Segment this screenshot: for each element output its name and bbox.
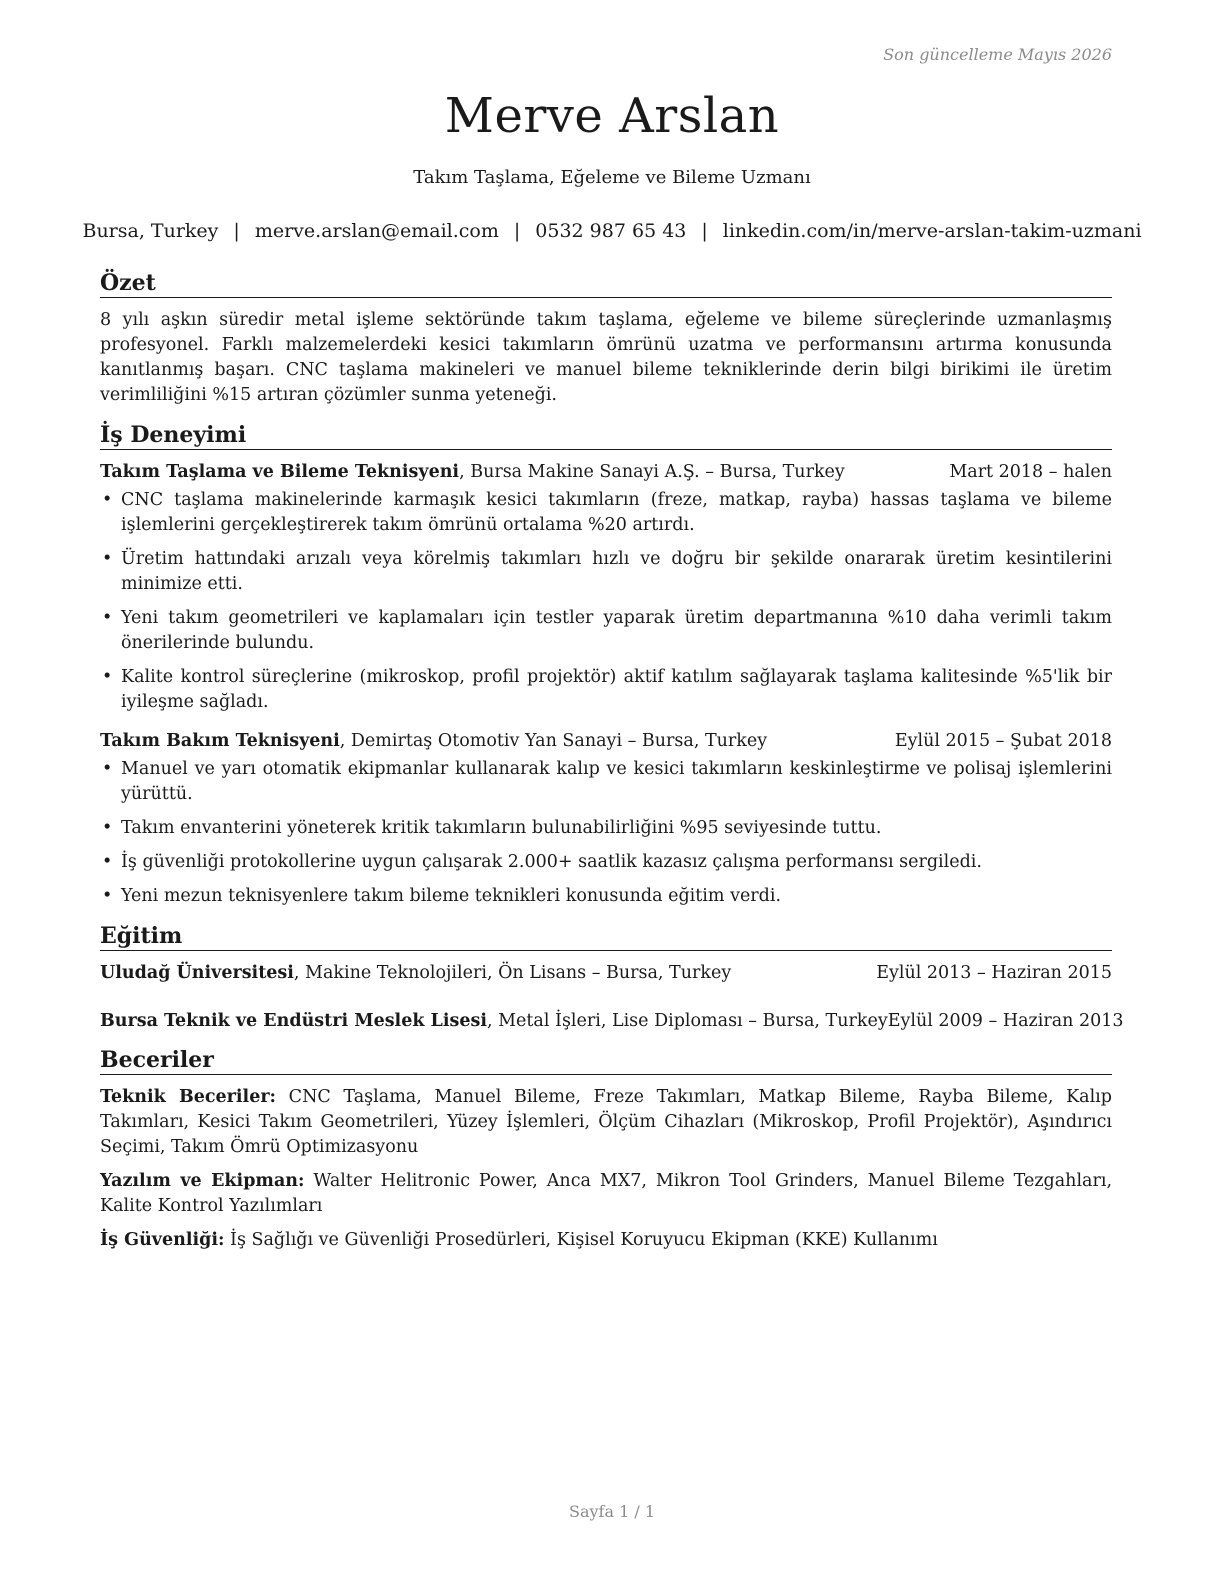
skill-text: Walter Helitronic Power, Anca MX7, Mikron Tool Grinders, Manuel Bileme Tezgahları, Kalite Kontrol Yazılımları xyxy=(100,1171,1113,1216)
job-role: Takım Bakım Teknisyeni xyxy=(100,731,340,751)
resume-content xyxy=(100,270,1124,1267)
education-detail: , Makine Teknolojileri, Ön Lisans – Bursa, Turkey xyxy=(293,963,732,983)
contact-separator: | xyxy=(701,220,708,242)
job-role: Takım Taşlama ve Bileme Teknisyeni xyxy=(100,462,460,482)
contact-email[interactable]: merve.arslan@email.com xyxy=(254,220,499,242)
education-item xyxy=(100,961,1112,985)
list-item: • Üretim hattındaki arızalı veya körelmiş takımları hızlı ve doğru bir şekilde onararak üretim kesintilerini minimize etti. xyxy=(100,547,1112,597)
job-company: , Demirtaş Otomotiv Yan Sanayi – Bursa, Turkey xyxy=(339,731,768,751)
summary-section xyxy=(100,270,1112,408)
job-dates: Mart 2018 – halen xyxy=(949,462,1112,482)
skill-group xyxy=(100,1228,1112,1253)
skills-section xyxy=(100,1047,1112,1253)
contact-separator: | xyxy=(233,220,240,242)
job-title-line xyxy=(100,729,767,753)
job-bullets xyxy=(100,757,1112,909)
list-item: • CNC taşlama makinelerinde karmaşık kesici takımların (freze, matkap, rayba) hassas taşlama ve bileme işlemlerini gerçekleştirerek takım ömrünü ortalama %20 artırdı. xyxy=(100,488,1112,538)
contact-separator: | xyxy=(513,220,521,242)
education-title-line xyxy=(100,961,731,985)
list-item: • Yeni takım geometrileri ve kaplamaları için testler yaparak üretim departmanına %10 daha verimli takım önerilerinde bulundu. xyxy=(100,606,1112,656)
education-detail: , Metal İşleri, Lise Diploması – Bursa, Turkey xyxy=(487,1011,888,1031)
education-section xyxy=(100,923,1124,1033)
contact-line xyxy=(0,220,1224,242)
list-item: • Kalite kontrol süreçlerine (mikroskop, profil projektör) aktif katılım sağlayarak taşlama kalitesinde %5'lik bir iyileşme sağladı. xyxy=(100,665,1112,715)
skill-group xyxy=(100,1085,1112,1160)
section-title: Eğitim xyxy=(100,923,1112,951)
education-school: Uludağ Üniversitesi xyxy=(100,963,294,983)
section-title: Özet xyxy=(100,270,1112,298)
page-number: Sayfa 1 / 1 xyxy=(568,1502,655,1521)
contact-phone: 0532 987 65 43 xyxy=(535,220,687,242)
skill-label: İş Güvenliği: xyxy=(100,1230,225,1250)
experience-section xyxy=(100,422,1112,909)
job-dates: Eylül 2015 – Şubat 2018 xyxy=(894,731,1112,751)
candidate-name: Merve Arslan xyxy=(444,88,780,144)
section-title: İş Deneyimi xyxy=(100,422,1112,450)
summary-text: 8 yılı aşkın süredir metal işleme sektöründe takım taşlama, eğeleme ve bileme süreçlerinde uzmanlaşmış profesyonel. Farklı malzemelerdeki kesici takımların ömrünü uzatma ve performansını artırma konusunda kanıtlanmış başarı. CNC taşlama makineleri ve manuel bileme tekniklerinde derin bilgi birikimi ile üretim verimliliğini %15 artıran çözümler sunma yeteneği. xyxy=(100,310,1112,405)
education-dates: Eylül 2009 – Haziran 2013 xyxy=(887,1011,1124,1031)
education-school: Bursa Teknik ve Endüstri Meslek Lisesi xyxy=(100,1011,487,1031)
job-company: , Bursa Makine Sanayi A.Ş. – Bursa, Turkey xyxy=(459,462,845,482)
section-title: Beceriler xyxy=(100,1047,1112,1075)
job-header xyxy=(100,729,1112,753)
list-item: • Yeni mezun teknisyenlere takım bileme teknikleri konusunda eğitim verdi. xyxy=(100,884,1112,909)
last-updated: Son güncelleme Mayıs 2026 xyxy=(883,45,1112,64)
job-bullets xyxy=(100,488,1112,715)
headline: Takım Taşlama, Eğeleme ve Bileme Uzmanı xyxy=(413,167,811,188)
skill-label: Yazılım ve Ekipman: xyxy=(100,1171,305,1191)
skill-text: CNC Taşlama, Manuel Bileme, Freze Takımları, Matkap Bileme, Rayba Bileme, Kalıp Takımları, Kesici Takım Geometrileri, Yüzey İşlemleri, Ölçüm Cihazları (Mikroskop, Profil Projektör), Aşındırıcı Seçimi, Takım Ömrü Optimizasyonu xyxy=(100,1087,1112,1157)
skill-label: Teknik Beceriler: xyxy=(100,1087,277,1107)
skill-group xyxy=(100,1169,1112,1219)
contact-location: Bursa, Turkey xyxy=(82,220,219,242)
job-header xyxy=(100,460,1112,484)
skill-text: İş Sağlığı ve Güvenliği Prosedürleri, Kişisel Koruyucu Ekipman (KKE) Kullanımı xyxy=(224,1230,938,1250)
list-item: • Manuel ve yarı otomatik ekipmanlar kullanarak kalıp ve kesici takımların keskinleştirme ve polisaj işlemlerini yürüttü. xyxy=(100,757,1112,807)
contact-linkedin[interactable]: linkedin.com/in/merve-arslan-takim-uzmani xyxy=(722,220,1142,242)
list-item: • Takım envanterini yöneterek kritik takımların bulunabilirliğini %95 seviyesinde tuttu. xyxy=(100,816,1112,841)
education-title-line xyxy=(100,1009,888,1033)
job-title-line xyxy=(100,460,845,484)
education-item xyxy=(100,1009,1124,1033)
education-dates: Eylül 2013 – Haziran 2015 xyxy=(876,963,1112,983)
list-item: • İş güvenliği protokollerine uygun çalışarak 2.000+ saatlik kazasız çalışma performansı sergiledi. xyxy=(100,850,1112,875)
